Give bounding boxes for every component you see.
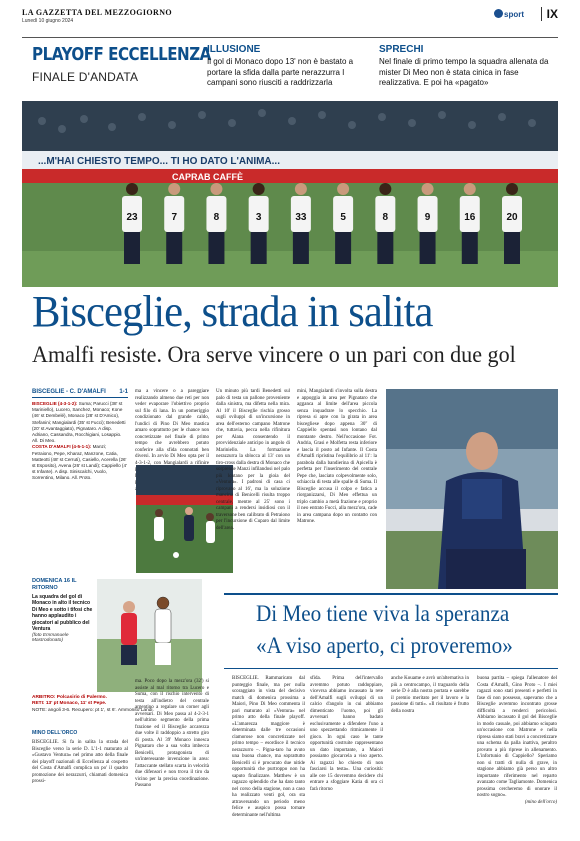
author-byline: MINO DELL'ORCO [32, 730, 78, 736]
author-signature: (mino dell'orco) [524, 799, 557, 805]
headline: Bisceglie, strada in salita [32, 287, 433, 336]
jersey-number: 16 [464, 212, 476, 223]
caption-header: DOMENICA 16 IL RITORNO [32, 578, 77, 591]
interview-text: buona partita – spiega l'allenatore del Costa d'Amalfi, Gino Proto –. I miei ragazzi sono stati presenti e perfetti in fase di non possesso, sapevamo che a Bisceglie avremmo incontrato grosse difficoltà a renderci pericolosi. Abbiamo incassato il gol del Bisceglie in modo casuale, poi abbiamo sciupato un'occasione con Matrone e nella ripresa siamo stati bravi a concretizzare una schema da palla inattiva, peraltro provato a più riprese in allenamento. L'infortunio di Cappiello? Speriamo non si tratti di nulla di grave, in stagione abbiamo già perso un altro importante riferimento nel reparto avanzato come Tagliamonte. Domenica prossima cercheremo di onorare il nostro sogno». [477, 676, 557, 798]
jersey-number: 8 [213, 212, 220, 223]
teaser-body: Nel finale di primo tempo la squadra allenata da mister Di Meo non è stata cinica in fase realizzativa. E poi ha «pagato» [379, 57, 549, 87]
teaser-title: SPRECHI [379, 44, 424, 55]
article-column: mini, Mangialardi s'involta sulla destra e appoggia in area per Pignataro che agganca al limite dell'area piccola senza inquadrare lo specchio. La ripresa si apre con la girata in area biscegliese dopo appena 30" di Cappiello spentasi non lontano dal montante destro. Nell'occasione Fot. Andria, Grasi e Molfetta resta inferiore e lascia il posto ad Infante. Il Costa d'Amalfi ripristina l'equilibrio al 11': la parabola dalla bandierina di Apicella è perfetta per l'inserimento del centrale Pepe che, lasciato colpevolmente solo, schiaccia di testa alle spalle di Suma. Il Bisceglie accusa il colpo e fatica a riorganizzarsi, Di Meo effettua un triplo cambio a metà frazione e proprio il neo entrato Fucci, alla mezz'ora, cade in area campana dopo un contatto con Matrone. [297, 389, 377, 524]
interview-column: sfida. Prima dell'intervallo avremmo potuto raddoppiare, vicevrsa abbiamo incassato la rete dell'Amalfi sugli sviluppi di un calcio d'angolo in cui abbiamo dimenticato l'uomo, poi gli avversari hanno badato esclusivamente a difendere l'uno a uno spezzettando ritmicamente il gioco. In ogni caso le tante opportunità costruite rappresentano un dato importante, a Maiori possiamo giocarcela a viso aperto. Ai ragazzi ho chiesto di non fasciarsi la testa». Una curiosità: alle ore 15 dovremmo decidere chi entrare a sfoggiare Katia di ora ci farà ritorno [310, 676, 383, 792]
article-column: ma. Poco dopo la mezz'ora (32') si assiste al mal ritorno tra Lucero e Suma, con il rischio intervento di testa all'indietro del centrale argentino a regalare un corner agli avversari. Di Meo passa al 4-2-3-1 nell'ultimo segmento della prima frazione ed il Bisceglie accarezza due volte il raddoppio a stretto giro di posta. Al 39' Monaco innesca Pignataro che a sua volta imbecca Benicelli, protagonista di un'interessante invenzione in area: l'attaccante stellato scarta in velocità due difensori e non trova il tiro da vicino per la precisa coordinazione. Passano [135, 679, 209, 788]
teaser-body: Il gol di Monaco dopo 13' non è bastato a portare la sfida dalla parte nerazzurra I campani sono riusciti a raddrizzarla [207, 57, 354, 87]
photo-player-celebration [97, 579, 202, 692]
jersey-number: 33 [295, 212, 307, 223]
interview-column [477, 676, 557, 806]
ball-icon [494, 9, 503, 18]
team1-label: BISCEGLIE (4-3-1-2): [32, 401, 78, 406]
photo-credit: (foto Emmanuele Mastrodonato) [32, 633, 69, 644]
photo-caption-box [32, 578, 94, 643]
caption-body: La squadra del gol di Monaco in alto il tecnico Di Meo e sotto i tifosi che hanno applaudito i giocatori al pubblico del Ventura [32, 594, 93, 633]
match-score: 1-1 [119, 389, 128, 395]
notes-line: NOTE: angoli 3-6. Recupero: pt 1', st 6'. Ammonito Landi. [32, 707, 154, 713]
match-report-header [32, 389, 128, 398]
team1-lineup: Suma; Parucci (38' st Mariniello), Lucero, Sanchez, Monaco; Kone (46' st Dembelé), Monaco (28' st D'Amico), Stefanini; Mangialardi (35' st Fucci); Benedetti (20' st Avantaggiato), Pignataro. A disp. Adriano, Cassandra, Rocchigiani, Losappio. All. Di Meo. [32, 401, 126, 444]
issue-date: Lunedì 10 giugno 2024 [22, 18, 74, 24]
photo-coach-illustration [386, 389, 558, 589]
jersey-number: 23 [126, 212, 138, 223]
main-photo-illustration [22, 101, 558, 287]
match-report-box [32, 389, 128, 482]
masthead [22, 8, 558, 38]
jersey-number: 9 [424, 212, 431, 223]
teaser-title: ILLUSIONE [207, 44, 261, 55]
subheadline: Amalfi resiste. Ora serve vincere o un pari con due gol [32, 342, 516, 367]
section-kicker: PLAYOFF ECCELLENZA [32, 44, 211, 65]
page-number: IX [541, 7, 558, 21]
sponsor-board: CAPRAB CAFFÈ [172, 172, 243, 182]
article-column: Un minuto più tardi Benedetti sul palo di testa un pallone proveniente dalla sinistra, ma difetta nella mira. Al 10' il Bisceglie rischia grosso sugli sviluppi di un'incursione in area dell'esterno campano Matrone che, tuttavia, pecca nella rifinitura per Alana consentendo il provvidenziale anticipo in angolo di Mariniello. La formazione nerazzurra la sblocca al 13' con un tiro-cross dalla destra di Monaco che sorprende Manzi infilandosi nel palo più lontano per la gioia del «Ventura». I padroni di casa ci riprovano al 16', ma la soluzione mancina di Benicelli risulta troppo centrale, mentre al 25' sono i campani a rendersi insidiosi con il traversone ben calibrato di Petraiono per l'incursione di Cuparo dal limite dell'area. [216, 389, 291, 531]
interview-column: anche Kouame e avrò un'alternativa in più a centrocampo, il traguardo della serie D è alla nostra portata e sarebbe il premio meritato per il lavoro e la passione di tutti». «Il risultato è frutto della nostra [391, 676, 469, 714]
team2-label: COSTA D'AMALFI (4-5-1-1): [32, 444, 92, 450]
photo-celebration-illustration [97, 579, 202, 692]
second-headline-line2: «A viso aperto, ci proveremo» [256, 633, 513, 658]
stadium-banner-text: ...M'HAI CHIESTO TEMPO... TI HO DATO L'ANIMA... [38, 156, 280, 167]
teaser-sprechi [379, 44, 559, 89]
jersey-number: 8 [382, 212, 389, 223]
teaser-illusione [207, 44, 367, 89]
team2-lineup: Manzi; Fetraiono, Pepe, Kharaz, Manzone, Catia, Matteotti (48' st Cerruti), Casiello, Acerella (26' st Esposito), Avena (26' st Landi); Cappiello (4' st Infante). A disp. Siniscalchi, Vuolo, Sorrentino, Milano. All. Proto. [32, 444, 127, 481]
photo-coach-di-meo [386, 389, 558, 589]
second-headline-box [224, 593, 558, 669]
second-headline-line1: Di Meo tiene viva la speranza [256, 601, 510, 626]
main-photo-players-saluting-crowd [22, 101, 558, 287]
article-lead: BISCEGLIE. Si fa in salita la strada del Bisceglie verso la serie D. L'1-1 maturato al «Gustavo Ventura» nel primo atto della finale dei playoff nazionali di Eccellenza al cospetto del Costa d'Amalfi complica un po' il quadro promozione dei nerazzurri, chiamati domenica prossi- [32, 740, 128, 784]
section-logo: sport [494, 9, 524, 19]
jersey-number: 5 [340, 212, 346, 223]
match-teams: BISCEGLIE - C. D'AMALFI [32, 389, 106, 395]
newspaper-title: LA GAZZETTA DEL MEZZOGIORNO [22, 8, 173, 17]
jersey-number: 7 [171, 212, 178, 223]
goals-text: RETI: 13' pt Monaco, 11' st Pepe. [32, 701, 107, 707]
jersey-number: 20 [506, 212, 518, 223]
interview-column: BISCEGLIE. Rammaricato dal punteggio finale, ma per nulla scoraggiato in vista del decisivo match di domenica prossima a Maiori, Pino Di Meo commenta il pari maturato al «Ventura» nel primo atto della finale playoff. «L'amarezza maggiore è determinata dalle tre occasioni clamorose non concretizzate nel primo tempo – esordisce il tecnico nerazzurro –. Pigna-taro ha avuto una buona chance, ma soprattutto Benicelli si è procurato due nitide opportunità che purtroppo non ha saputo finalizzare. Matthew è un ragazzo splendido che ha dato tanto nel corso della stagione, non a caso ha realizzato venti gol, ora sta attraversando un periodo meno felice e auspico possa tornare determinante nell'ultima [232, 676, 305, 818]
article-column: ma a vincere o a pareggiare realizzando almeno due reti per non veder evaporare l'obiettivo proprio sul filo di lana. In un pomeriggio condizionato dal grande caldo, l'undici di Pino Di Meo mastica amaro soprattutto per le chance non concretizzate nel finale di primo tempo che avrebbero potuto conferire alla sfida connotati ben diversi. In avvio Di Meo opta per il 4-3-1-2, con Mangialardi a rifinire [135, 389, 209, 466]
section-subkicker: FINALE D'ANDATA [32, 70, 139, 84]
lineups [32, 401, 128, 482]
referee-text: ARBITRO: Polcasirio di Palermo. [32, 695, 107, 700]
jersey-number: 3 [255, 212, 262, 223]
